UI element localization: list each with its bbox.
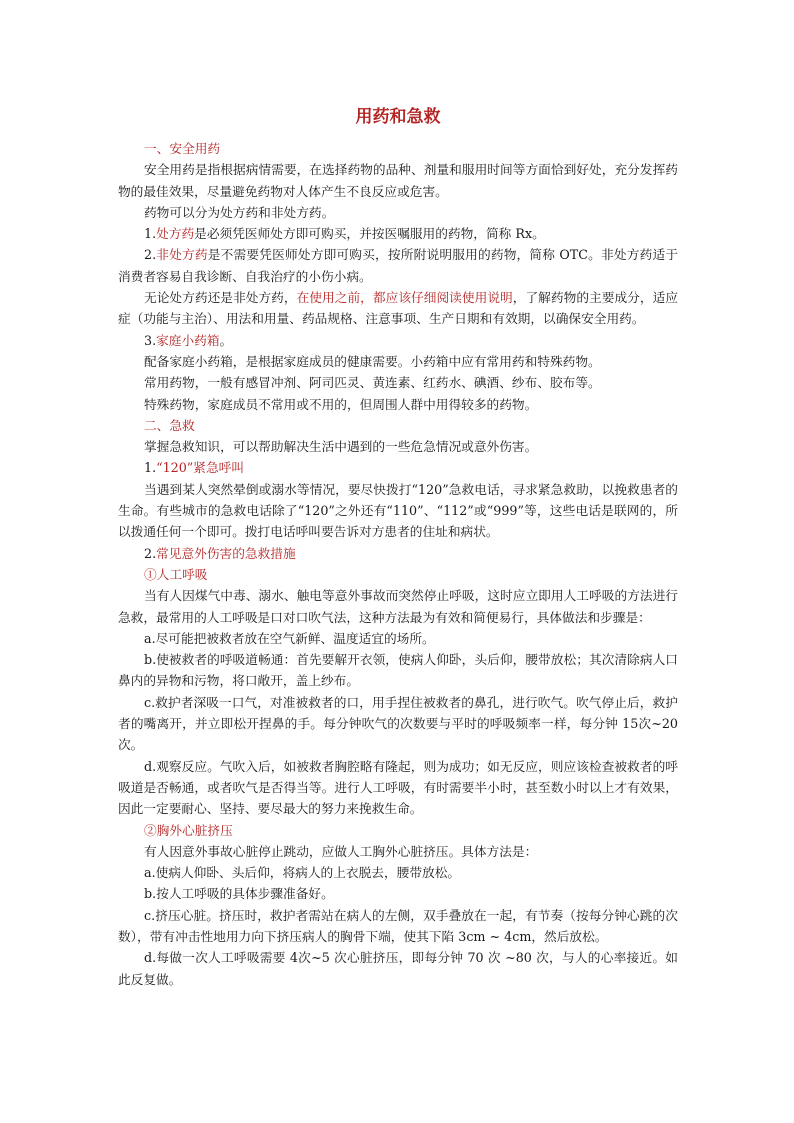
term-first-aid-measures: 常见意外伤害的急救措施 xyxy=(156,545,296,561)
text: 是不需要凭医师处方即可购买，按所附说明服用的药物，简称 OTC。非处方药适于消费者容易自我诊断、自我治疗的小伤小病。 xyxy=(118,247,679,284)
text: 是必须凭医师处方即可购买，并按医嘱服用的药物，简称 Rx。 xyxy=(194,226,545,242)
subheading-common-injuries xyxy=(118,543,678,564)
step-b: b.使被救者的呼吸道畅通：首先要解开衣领，使病人仰卧，头后仰，腰带放松；其次清除病人口鼻内的异物和污物，将口敞开，盖上纱布。 xyxy=(118,652,678,689)
item-number: 1. xyxy=(144,226,157,242)
subheading-chest-compression: ②胸外心脏挤压 xyxy=(144,822,233,838)
document-body xyxy=(118,104,678,990)
section-heading-safe-medication: 一、安全用药 xyxy=(144,141,221,156)
subheading-artificial-respiration: ①人工呼吸 xyxy=(144,566,208,582)
compression-step-d: d.每做一次人工呼吸需要 4次~5 次心脏挤压，即每分钟 70 次 ~80 次，与人的心率接近。如此反复做。 xyxy=(118,950,678,987)
compression-step-c: c.挤压心脏。挤压时，救护者需站在病人的左侧，双手叠放在一起，有节奏（按每分钟心跳的次数），带有冲击性地用力向下挤压病人的胸骨下端，使其下陷 3cm ~ 4cm，然后放松。 xyxy=(118,907,678,944)
step-d: d.观察反应。气吹入后，如被救者胸腔略有隆起，则为成功；如无反应，则应该检查被救者的呼吸道是否畅通，或者吹气是否得当等。进行人工呼吸，有时需要半小时，甚至数小时以上才有效果，因此一定要耐心、坚持、要尽最大的努力来挽救生命。 xyxy=(118,758,678,817)
paragraph-drug-categories: 药物可以分为处方药和非处方药。 xyxy=(144,204,335,220)
paragraph-common-drugs: 常用药物，一般有感冒冲剂、阿司匹灵、黄连素、红药水、碘酒、纱布、胶布等。 xyxy=(144,375,601,391)
paragraph-otc-drugs xyxy=(118,244,678,287)
paragraph-prescription-drugs xyxy=(118,223,678,244)
highlight-read-instructions: 在使用之前，都应该仔细阅读使用说明 xyxy=(296,290,513,306)
term-prescription-drug: 处方药 xyxy=(156,226,195,242)
compression-step-b: b.按人工呼吸的具体步骤准备好。 xyxy=(144,886,334,902)
text: ，了解药物的主要成分，适应症（功能与主治）、用法和用量、药品规格、注意事项、生产日期和有效期，以确保安全用药。 xyxy=(118,290,679,327)
paragraph-safe-medication-definition: 安全用药是指根据病情需要，在选择药物的品种、剂量和服用时间等方面恰到好处，充分发挥药物的最佳效果，尽量避免药物对人体产生不良反应或危害。 xyxy=(118,162,678,199)
section-heading-first-aid: 二、急救 xyxy=(144,417,195,433)
paragraph-first-aid-intro: 掌握急救知识，可以帮助解决生活中遇到的一些危急情况或意外伤害。 xyxy=(144,439,538,455)
term-otc-drug: 非处方药 xyxy=(156,247,208,263)
item-number: 1. xyxy=(144,460,157,476)
item-number: 3. xyxy=(144,332,157,348)
paragraph-read-instructions xyxy=(118,287,678,330)
step-a: a.尽可能把被救者放在空气新鲜、温度适宜的场所。 xyxy=(144,630,435,646)
paragraph-kit-contents: 配备家庭小药箱，是根据家庭成员的健康需要。小药箱中应有常用药和特殊药物。 xyxy=(144,353,601,369)
paragraph-home-medicine-kit xyxy=(118,330,678,351)
paragraph-emergency-call: 当遇到某人突然晕倒或溺水等情况，要尽快拨打“120”急救电话，寻求紧急救助，以挽救患者的生命。有些城市的急救电话除了“120”之外还有“110”、“112”或“999”等，这些电话是联网的，所以拨通任何一个即可。拨打电话呼叫要告诉对方患者的住址和病状。 xyxy=(118,481,678,540)
term-home-medicine-kit: 家庭小药箱 xyxy=(156,332,220,348)
paragraph-artificial-respiration: 当有人因煤气中毒、溺水、触电等意外事故而突然停止呼吸，这时应立即用人工呼吸的方法进行急救，最常用的人工呼吸是口对口吹气法，这种方法最为有效和简便易行，具体做法和步骤是： xyxy=(118,588,678,625)
step-c: c.救护者深吸一口气，对准被救者的口，用手捏住被救者的鼻孔，进行吹气。吹气停止后，救护者的嘴离开，并立即松开捏鼻的手。每分钟吹气的次数要与平时的呼吸频率一样，每分钟 15次~20 次。 xyxy=(118,694,678,753)
text: 。 xyxy=(219,332,233,348)
subheading-120-emergency-call xyxy=(118,457,678,478)
paragraph-chest-compression: 有人因意外事故心脏停止跳动，应做人工胸外心脏挤压。具体方法是： xyxy=(144,843,538,859)
page-title: 用药和急救 xyxy=(355,107,441,127)
item-number: 2. xyxy=(144,247,157,263)
item-number: 2. xyxy=(144,545,157,561)
compression-step-a: a.使病人仰卧、头后仰，将病人的上衣脱去，腰带放松。 xyxy=(144,865,461,881)
term-120-call: “120”紧急呼叫 xyxy=(156,460,245,476)
paragraph-special-drugs: 特殊药物，家庭成员不常用或不用的，但周围人群中用得较多的药物。 xyxy=(144,396,538,412)
text: 无论处方药还是非处方药， xyxy=(144,290,297,306)
